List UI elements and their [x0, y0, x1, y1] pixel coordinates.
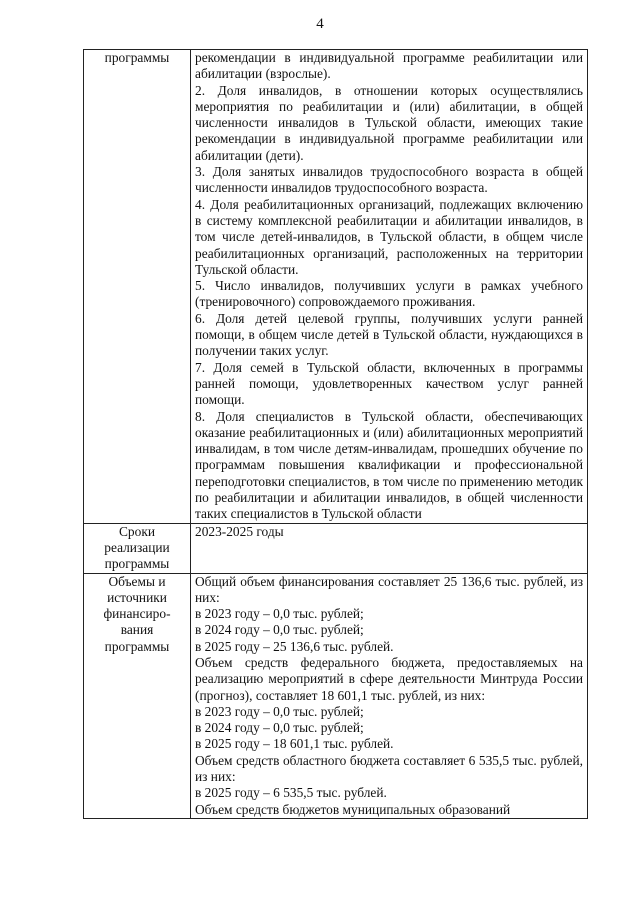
- row-label: Объемы и источники финансиро-вания программы: [84, 573, 191, 818]
- indicator-paragraph: рекомендации в индивидуальной программе реабилитации или абилитации (взрослые).: [195, 50, 583, 82]
- indicator-paragraph: 8. Доля специалистов в Тульской области, обеспечивающих оказание реабилитационных и (или) абилитационных мероприятий инвалидам, в том числе детям-инвалидам, прошедших обучение по программам повышения квалификации и профессиональной переподготовки специалистов, в том числе по применению методик по реабилитации и абилитации инвалидов, в общей численности таких специалистов в Тульской области: [195, 408, 583, 522]
- table-row-terms: [84, 523, 588, 573]
- funding-line: в 2024 году – 0,0 тыс. рублей;: [195, 720, 364, 736]
- funding-paragraph: Объем средств федерального бюджета, предоставляемых на реализацию мероприятий в сфере деятельности Минтруда России (прогноз), составляет 18 601,1 тыс. рублей, из них:: [195, 654, 583, 703]
- indicator-paragraph: 2. Доля инвалидов, в отношении которых осуществлялись мероприятия по реабилитации и (или) абилитации, в общей численности инвалидов в Тульской области, имеющих такие рекомендации в индивидуальной программе реабилитации или абилитации (дети).: [195, 82, 583, 163]
- terms-value: [191, 523, 588, 573]
- funding-paragraph: Объем средств областного бюджета составляет 6 535,5 тыс. рублей, из них:: [195, 752, 583, 785]
- row-label: Сроки реализации программы: [84, 523, 191, 573]
- program-passport-table: [83, 49, 588, 819]
- indicator-paragraph: 7. Доля семей в Тульской области, включенных в программы ранней помощи, удовлетворенных качеством услуг ранней помощи.: [195, 359, 583, 408]
- indicators-list: [191, 50, 588, 524]
- indicator-paragraph: 5. Число инвалидов, получивших услуги в рамках учебного (тренировочного) сопровождаемого проживания.: [195, 278, 583, 310]
- funding-line: в 2025 году – 25 136,6 тыс. рублей.: [195, 638, 394, 654]
- funding-line: в 2025 году – 18 601,1 тыс. рублей.: [195, 736, 394, 752]
- table-row-funding: [84, 573, 588, 818]
- terms-paragraph: 2023-2025 годы: [195, 523, 284, 539]
- indicator-paragraph: 4. Доля реабилитационных организаций, подлежащих включению в систему комплексной реабилитации и абилитации инвалидов, в том числе детей-инвалидов, в Тульской области, в общем числе реабилитационных организаций, расположенных на территории Тульской области.: [195, 196, 583, 277]
- funding-paragraph: Объем средств бюджетов муниципальных образований: [195, 801, 511, 817]
- funding-line: в 2023 году – 0,0 тыс. рублей;: [195, 703, 364, 719]
- row-label: программы: [84, 50, 191, 524]
- funding-line: в 2025 году – 6 535,5 тыс. рублей.: [195, 785, 387, 801]
- funding-paragraph: Общий объем финансирования составляет 25 136,6 тыс. рублей, из них:: [195, 573, 583, 605]
- indicator-paragraph: 3. Доля занятых инвалидов трудоспособного возраста в общей численности инвалидов трудоспособного возраста.: [195, 164, 583, 196]
- indicator-paragraph: 6. Доля детей целевой группы, получивших услуги ранней помощи, в общем числе детей в Тульской области, нуждающихся в получении таких услуг.: [195, 310, 583, 359]
- page-number: 4: [316, 16, 324, 32]
- funding-details: [191, 573, 588, 818]
- funding-line: в 2023 году – 0,0 тыс. рублей;: [195, 606, 364, 622]
- table-row-indicators: [84, 50, 588, 524]
- funding-line: в 2024 году – 0,0 тыс. рублей;: [195, 622, 364, 638]
